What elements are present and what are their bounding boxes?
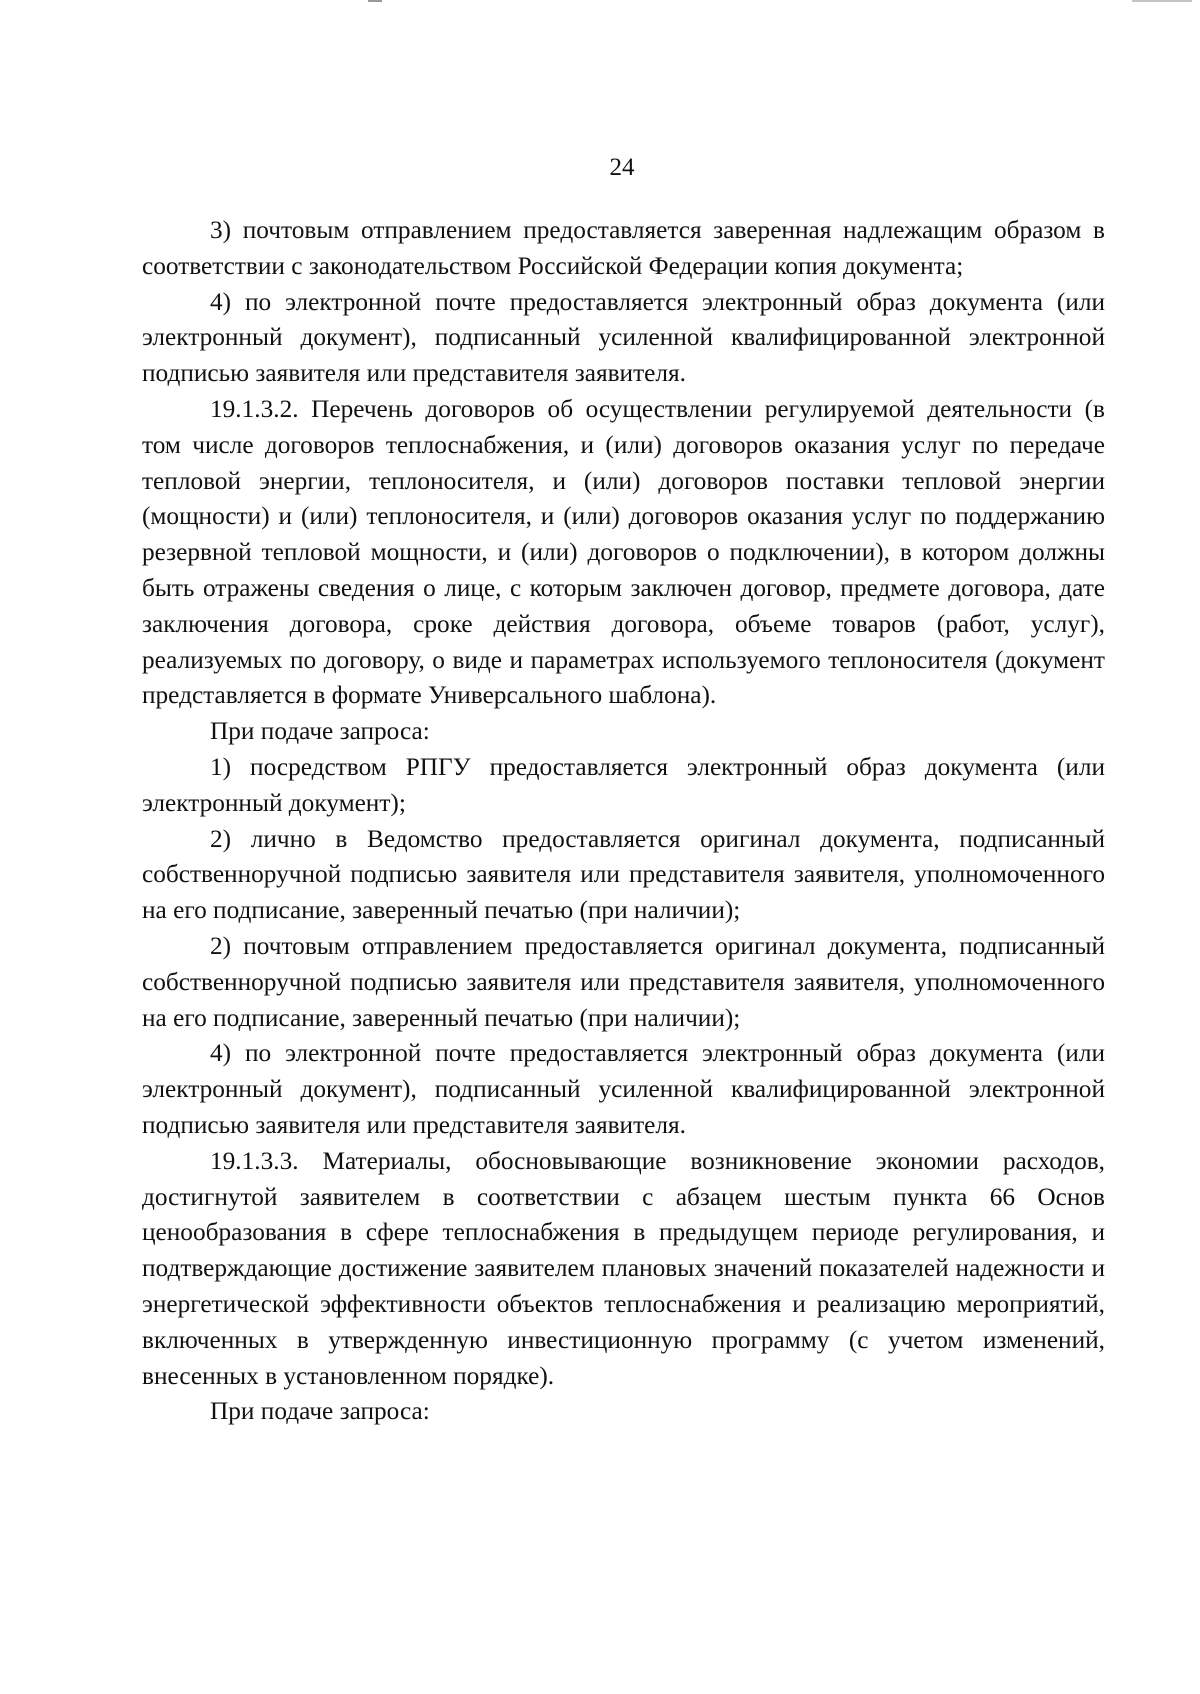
scan-artifact — [368, 0, 382, 2]
paragraph-item-4-email-second: 4) по электронной почте предоставляется электронный образ документа (или электронный документ), подписанный усиленной квалифицированной электронной подписью заявителя или представителя заявителя. — [142, 1039, 1105, 1139]
scan-artifact — [1132, 0, 1192, 2]
paragraph-item-2-postal: 2) почтовым отправлением предоставляется оригинал документа, подписанный собственноручной подписью заявителя или представителя заявителя, уполномоченного на его подписание, заверенный печатью (при наличии); — [142, 931, 1105, 1032]
paragraph-item-1-rpgu: 1) посредством РПГУ предоставляется электронный образ документа (или электронный документ); — [142, 752, 1105, 817]
paragraph-request-heading-second: При подаче запроса: — [210, 1397, 430, 1426]
paragraph-item-4-email: 4) по электронной почте предоставляется электронный образ документа (или электронный документ), подписанный усиленной квалифицированной электронной подписью заявителя или представителя заявителя. — [142, 287, 1105, 388]
paragraph-request-heading: При подаче запроса: — [210, 717, 430, 746]
page-number: 24 — [609, 154, 635, 181]
paragraph-19-1-3-2: 19.1.3.2. Перечень договоров об осуществлении регулируемой деятельности (в том числе договоров теплоснабжения, и (или) договоров оказания услуг по передаче тепловой энергии, теплоносителя, и (или) договоров поставки тепловой энергии (мощности) и (или) теплоносителя, и (или) договоров оказания услуг по поддержанию резервной тепловой мощности, и (или) договоров о подключении), в котором должны быть отражены сведения о лице, с которым заключен договор, предмете договора, дате заключения договора, сроке действия договора, объеме товаров (работ, услуг), реализуемых по договору, о виде и параметрах используемого теплоносителя (документ представляется в формате Универсального шаблона). — [142, 394, 1105, 710]
paragraph-19-1-3-3: 19.1.3.3. Материалы, обосновывающие возникновение экономии расходов, достигнутой заявителем в соответствии с абзацем шестым пункта 66 Основ ценообразования в сфере теплоснабжения в предыдущем периоде регулирования, и подтверждающие достижение заявителем плановых значений показателей надежности и энергетической эффективности объектов теплоснабжения и реализацию мероприятий, включенных в утвержденную инвестиционную программу (с учетом изменений, внесенных в установленном порядке). — [142, 1146, 1105, 1390]
paragraph-item-3-postal: 3) почтовым отправлением предоставляется заверенная надлежащим образом в соответствии с законодательством Российской Федерации копия документа; — [142, 216, 1105, 280]
document-body — [142, 213, 1105, 1430]
paragraph-item-2-in-person: 2) лично в Ведомство предоставляется оригинал документа, подписанный собственноручной подписью заявителя или представителя заявителя, уполномоченного на его подписание, заверенный печатью (при наличии); — [142, 824, 1105, 925]
